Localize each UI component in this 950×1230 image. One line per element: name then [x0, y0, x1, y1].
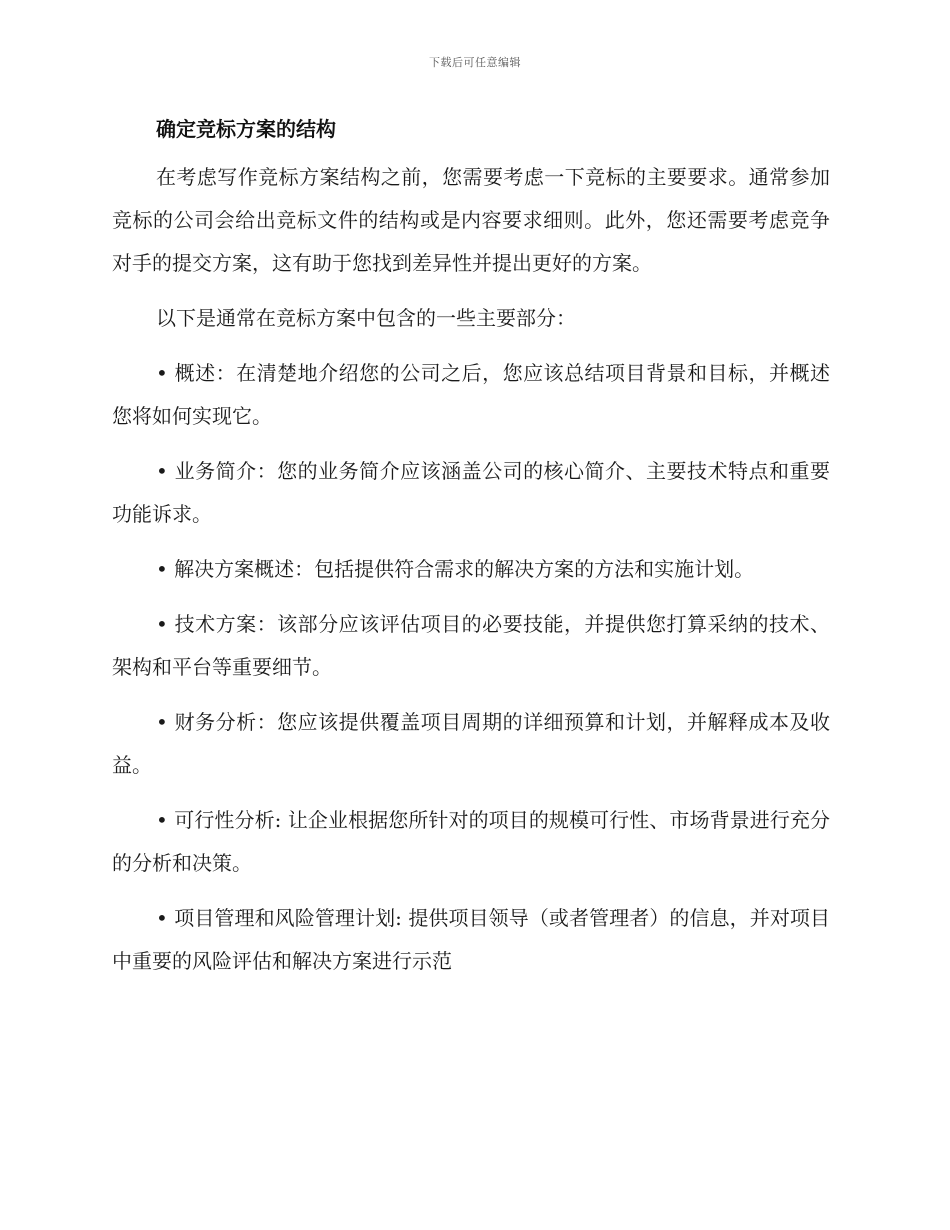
bullet-financial-analysis: • 财务分析：您应该提供覆盖项目周期的详细预算和计划，并解释成本及收益。 [112, 710, 830, 777]
document-content [112, 112, 830, 995]
bullet-project-risk-management: • 项目管理和风险管理计划: 提供项目领导（或者管理者）的信息，并对项目中重要的风险评估和解决方案进行示范 [112, 906, 830, 973]
bullet-feasibility-analysis: • 可行性分析: 让企业根据您所针对的项目的规模可行性、市场背景进行充分的分析和决策。 [112, 808, 830, 875]
bullet-solution-overview: • 解决方案概述：包括提供符合需求的解决方案的方法和实施计划。 [156, 557, 755, 581]
header-note: 下载后可任意编辑 [429, 56, 521, 69]
bullet-technical-plan: • 技术方案：该部分应该评估项目的必要技能，并提供您打算采纳的技术、架构和平台等重要细节。 [112, 612, 830, 679]
section-title: 确定竞标方案的结构 [156, 117, 336, 141]
bullet-overview: • 概述：在清楚地介绍您的公司之后，您应该总结项目背景和目标，并概述您将如何实现它。 [112, 361, 830, 428]
list-intro-paragraph: 以下是通常在竞标方案中包含的一些主要部分： [156, 306, 576, 330]
intro-paragraph: 在考虑写作竞标方案结构之前，您需要考虑一下竞标的主要要求。通常参加竞标的公司会给出竞标文件的结构或是内容要求细则。此外，您还需要考虑竞争对手的提交方案，这有助于您找到差异性并提出更好的方案。 [112, 165, 830, 275]
bullet-business-intro: • 业务简介：您的业务简介应该涵盖公司的核心简介、主要技术特点和重要功能诉求。 [112, 459, 830, 526]
